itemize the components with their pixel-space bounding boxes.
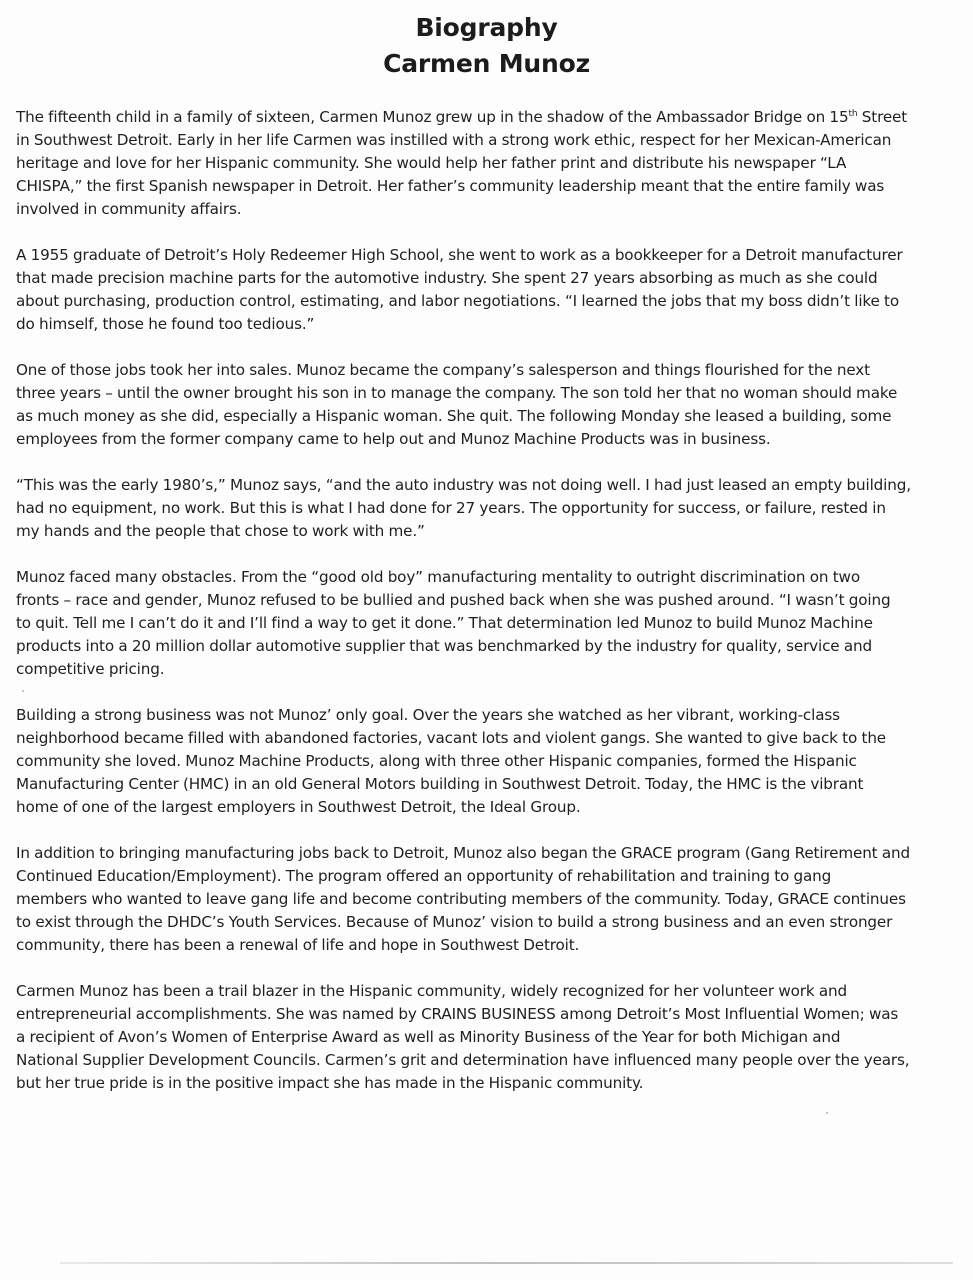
page-subtitle: Carmen Munoz [383, 49, 590, 78]
text-line: to quit. Tell me I can’t do it and I’ll find a way to get it done.” That determination led Munoz to build Munoz Machine [16, 614, 873, 632]
text-line: that made precision machine parts for the automotive industry. She spent 27 years absorbing as much as she could [16, 269, 878, 287]
text-line: community she loved. Munoz Machine Products, along with three other Hispanic companies, formed the Hispanic [16, 752, 857, 770]
text-line: members who wanted to leave gang life and become contributing members of the community. Today, GRACE continues [16, 890, 906, 908]
text-line: a recipient of Avon’s Women of Enterprise Award as well as Minority Business of the Year for both Michigan and [16, 1028, 841, 1046]
text-line: do himself, those he found too tedious.” [16, 315, 315, 333]
text-line: Munoz faced many obstacles. From the “good old boy” manufacturing mentality to outright discrimination on two [16, 568, 860, 586]
text-line: CHISPA,” the first Spanish newspaper in Detroit. Her father’s community leadership meant that the entire family was [16, 177, 885, 195]
text-line: to exist through the DHDC’s Youth Services. Because of Munoz’ vision to build a strong business and an even stronger [16, 913, 893, 931]
paragraph-1 [16, 106, 942, 221]
paragraph-3 [16, 359, 942, 451]
text-line: Continued Education/Employment). The program offered an opportunity of rehabilitation and training to gang [16, 867, 832, 885]
text-line: three years – until the owner brought his son in to manage the company. The son told her that no woman should make [16, 384, 898, 402]
text-line: The fifteenth child in a family of sixteen, Carmen Munoz grew up in the shadow of the Ambassador Bridge on 15th Street [16, 108, 908, 126]
superscript-th: th [848, 108, 858, 119]
text-line: In addition to bringing manufacturing jobs back to Detroit, Munoz also began the GRACE program (Gang Retirement and [16, 844, 910, 862]
text-line: home of one of the largest employers in Southwest Detroit, the Ideal Group. [16, 798, 581, 816]
paragraph-4 [16, 474, 942, 543]
text-line: had no equipment, no work. But this is what I had done for 27 years. The opportunity for success, or failure, rested in [16, 499, 886, 517]
text-line: One of those jobs took her into sales. Munoz became the company’s salesperson and things flourished for the next [16, 361, 870, 379]
page-title: Biography [415, 13, 558, 42]
text-line: neighborhood became filled with abandoned factories, vacant lots and violent gangs. She wanted to give back to the [16, 729, 886, 747]
text-line: competitive pricing. [16, 660, 165, 678]
text-line: Carmen Munoz has been a trail blazer in the Hispanic community, widely recognized for her volunteer work and [16, 982, 847, 1000]
text-line: but her true pride is in the positive impact she has made in the Hispanic community. [16, 1074, 644, 1092]
text-line: “This was the early 1980’s,” Munoz says, “and the auto industry was not doing well. I had just leased an empty building, [16, 476, 911, 494]
text-line: community, there has been a renewal of life and hope in Southwest Detroit. [16, 936, 580, 954]
scan-edge-line [60, 1262, 953, 1264]
text-line: involved in community affairs. [16, 200, 242, 218]
biography-body [16, 106, 942, 1118]
text-line: about purchasing, production control, estimating, and labor negotiations. “I learned the jobs that my boss didn’t like to [16, 292, 900, 310]
text-line: products into a 20 million dollar automotive supplier that was benchmarked by the industry for quality, service and [16, 637, 872, 655]
text-line: in Southwest Detroit. Early in her life Carmen was instilled with a strong work ethic, respect for her Mexican-American [16, 131, 892, 149]
title-block [0, 10, 973, 82]
paragraph-6 [16, 704, 942, 819]
text-line: Manufacturing Center (HMC) in an old General Motors building in Southwest Detroit. Today, the HMC is the vibrant [16, 775, 864, 793]
text-line: National Supplier Development Councils. Carmen’s grit and determination have influenced many people over the years, [16, 1051, 910, 1069]
text-line: entrepreneurial accomplishments. She was named by CRAINS BUSINESS among Detroit’s Most Influential Women; was [16, 1005, 899, 1023]
text-line: A 1955 graduate of Detroit’s Holy Redeemer High School, she went to work as a bookkeeper for a Detroit manufacturer [16, 246, 903, 264]
paragraph-5 [16, 566, 942, 681]
text-line: heritage and love for her Hispanic community. She would help her father print and distribute his newspaper “LA [16, 154, 847, 172]
paragraph-8 [16, 980, 942, 1095]
scan-speck [22, 690, 24, 692]
text-line: employees from the former company came to help out and Munoz Machine Products was in business. [16, 430, 771, 448]
paragraph-2 [16, 244, 942, 336]
text-line: fronts – race and gender, Munoz refused to be bullied and pushed back when she was pushed around. “I wasn’t going [16, 591, 891, 609]
text-line: Building a strong business was not Munoz’ only goal. Over the years she watched as her vibrant, working-class [16, 706, 840, 724]
paragraph-7 [16, 842, 942, 957]
text-line: my hands and the people that chose to work with me.” [16, 522, 425, 540]
text-line: as much money as she did, especially a Hispanic woman. She quit. The following Monday she leased a building, some [16, 407, 892, 425]
scan-speck [826, 1112, 828, 1114]
